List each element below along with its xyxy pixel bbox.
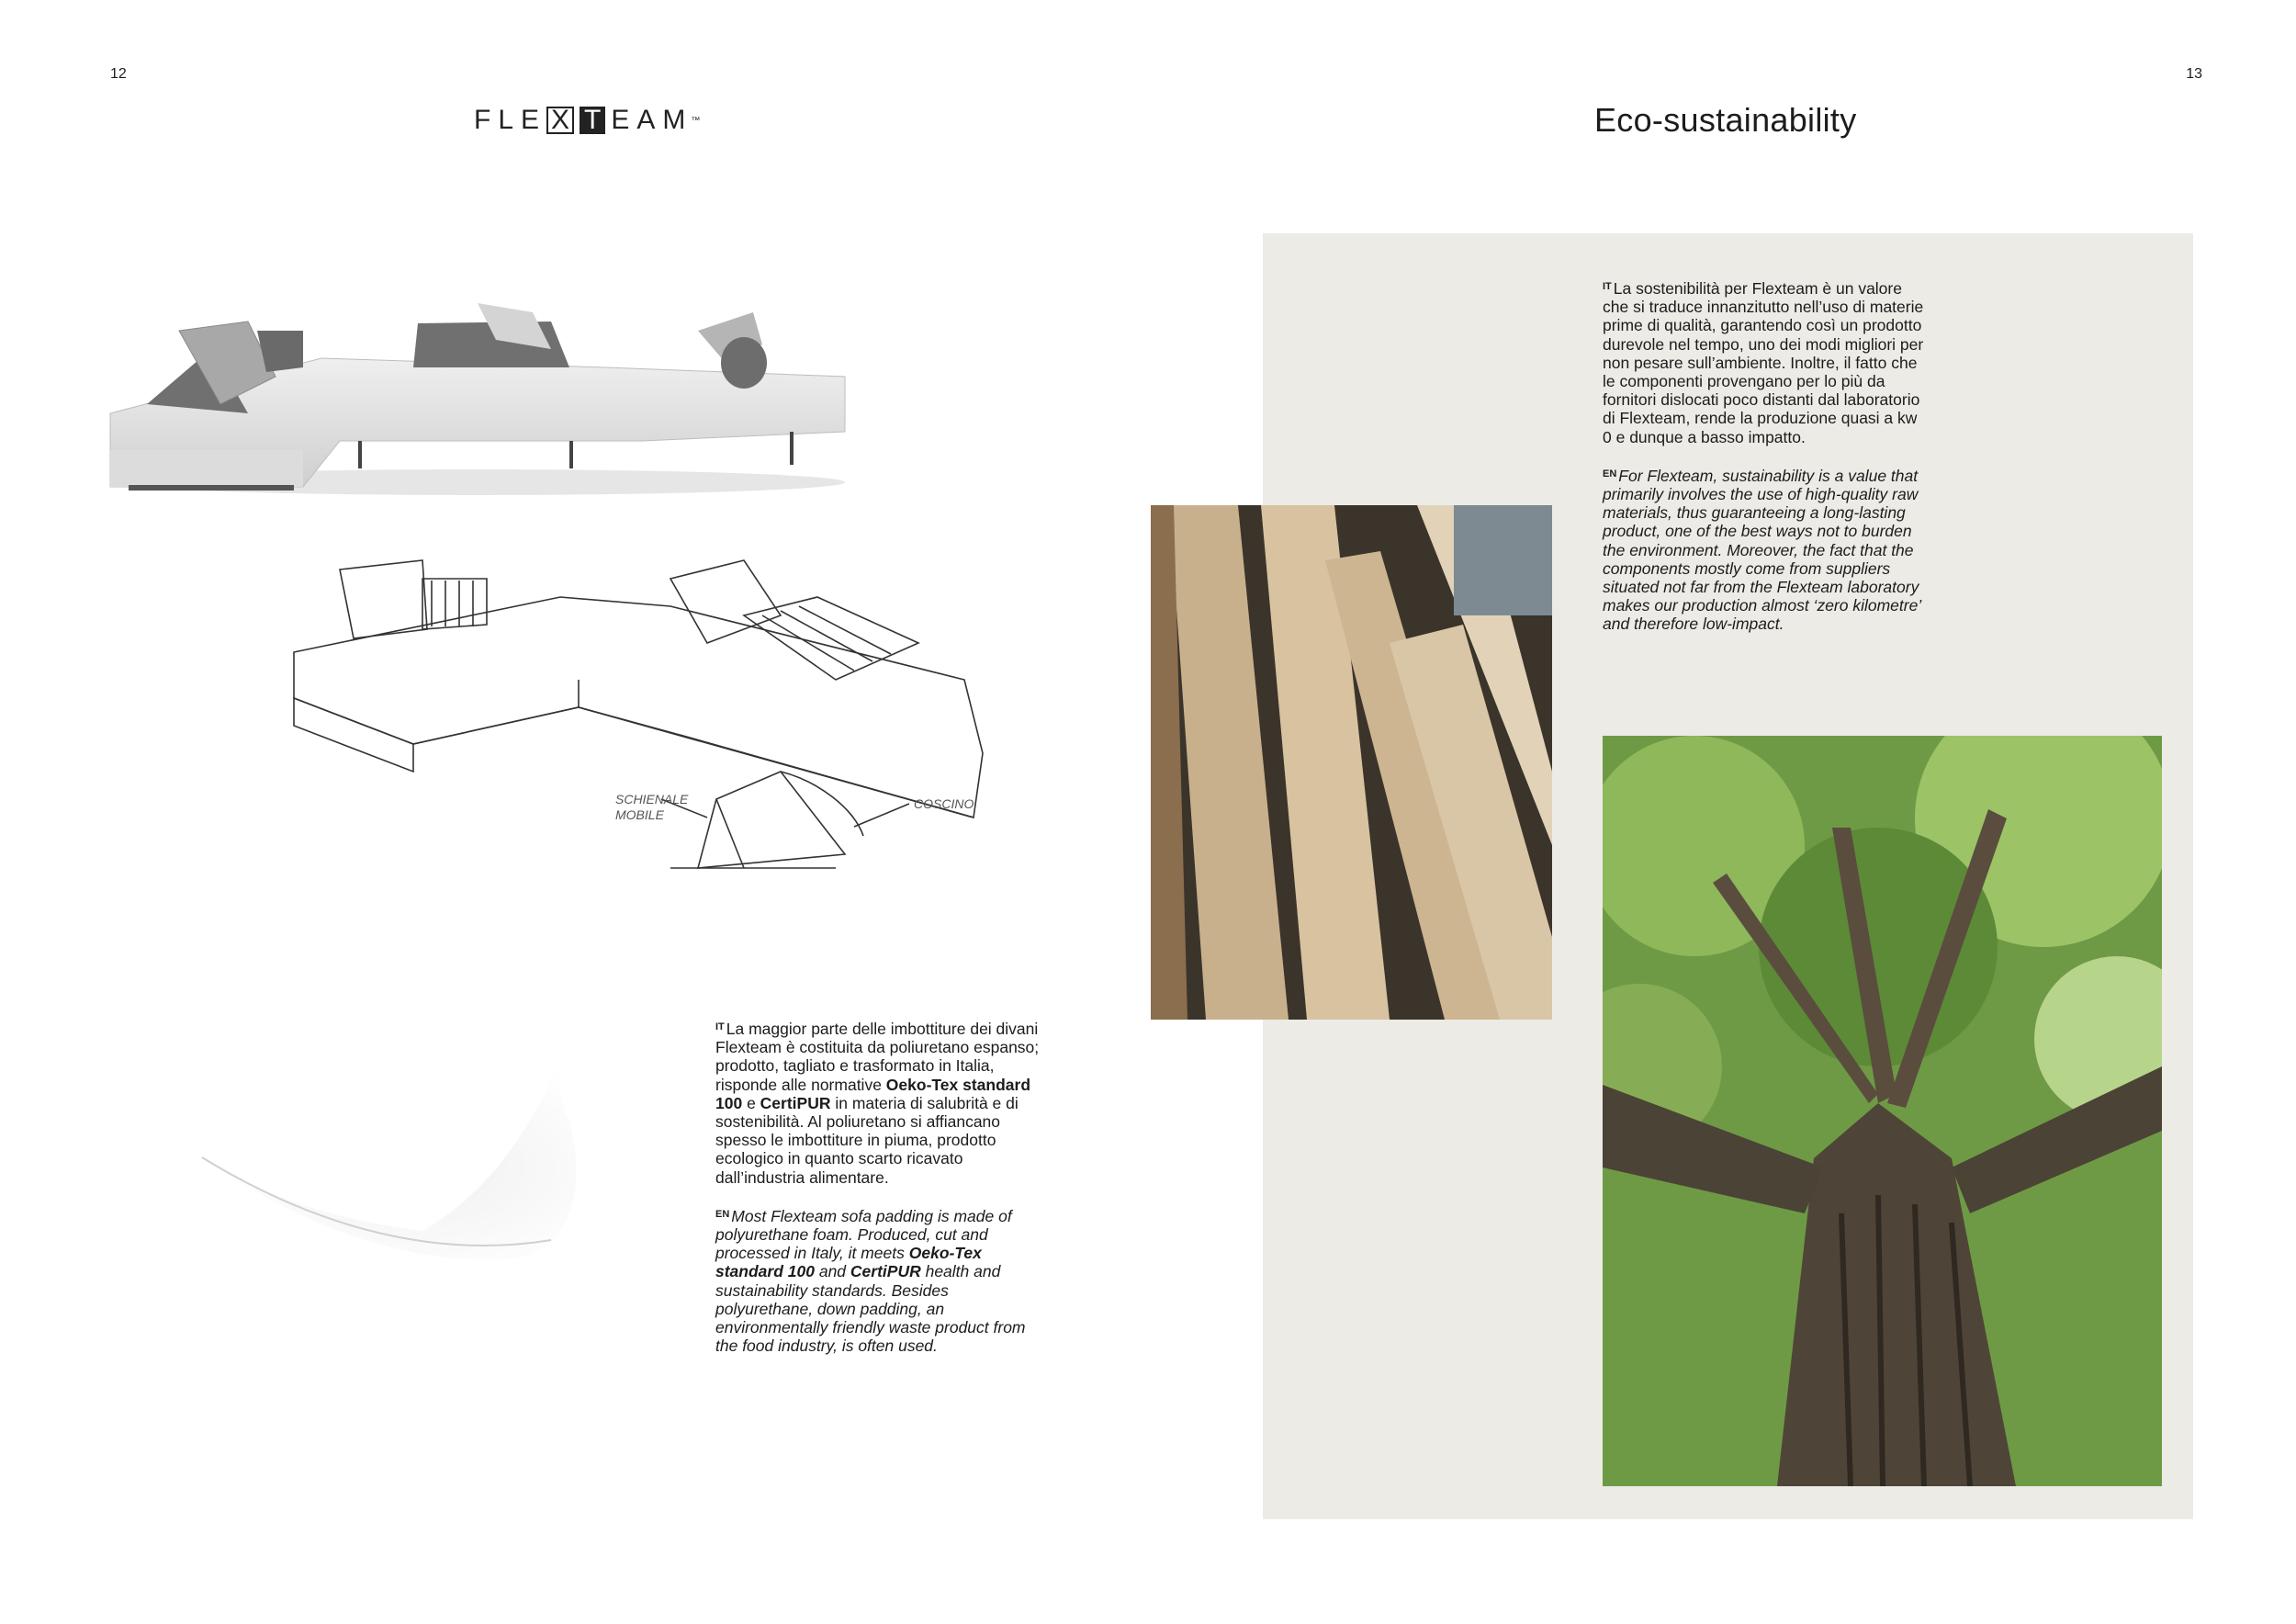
paragraph-it-left-text-2: e [742,1093,760,1112]
logo-text-start: FLE [474,105,547,135]
sketch-label-cushion: COSCINO [914,796,974,811]
logo-box-t: T [580,107,605,134]
lang-tag-en: EN [1603,468,1617,479]
paragraph-it-left-text-1: La maggior parte delle imbottiture dei divani Flexteam è costituita da poliuretano espanso; prodotto, tagliato e trasformato in Italia, risponde alle normative [715,1020,1040,1094]
paragraph-en-left [715,1205,1046,1356]
feather-image [184,1056,625,1359]
lang-tag-it: IT [715,1021,725,1032]
paragraph-en-left-text-1: Most Flexteam sofa padding is made of polyurethane foam. Produced, cut and processed in Italy, it meets [715,1206,1012,1263]
lang-tag-en: EN [715,1208,730,1220]
sofa-photo [92,294,854,505]
wood-planks-photo [1151,505,1552,1020]
logo-text-end: EAM [611,105,693,135]
logo-trademark: ™ [691,115,701,126]
page-number-right: 13 [2186,66,2202,82]
sketch-label-backrest-2: MOBILE [615,807,664,822]
paragraph-en-right [1603,465,1924,634]
sofa-sketch-drawing [266,542,1130,928]
paragraph-en-left-text-3: health and sustainability standards. Besides polyurethane, down padding, an environmentally friendly waste product from the food industry, is often used. [715,1262,1026,1356]
paragraph-en-left-text-2: and [814,1262,850,1281]
sketch-label-backrest-1: SCHIENALE [615,792,689,806]
paragraph-it-right-text: La sostenibilità per Flexteam è un valore che si traduce innanzitutto nell’uso di materie prime di qualità, garantendo così un prodotto durevole nel tempo, uno dei modi migliori per non pesare sull’ambiente. Inoltre, il fatto che le componenti provengano per lo più da fornitori dislocati poco distanti dal laboratorio di Flexteam, rende la produzione quasi a kw 0 e dunque a basso impatto. [1603,279,1924,446]
flexteam-logo [474,105,700,136]
standard-oeko-tex: Oeko-Tex standard 100 [715,1075,1031,1112]
standard-oeko-tex-en: Oeko-Tex standard 100 [715,1244,982,1281]
paragraph-it-right [1603,277,1924,446]
standard-certipur-en: CertiPUR [850,1262,921,1281]
page-number-left: 12 [110,66,127,82]
paragraph-it-left-text-3: in materia di salubrità e di sostenibilità. Al poliuretano si affiancano spesso le imbottiture in piuma, prodotto ecologico in quanto scarto ricavato dall’industria alimentare. [715,1093,1019,1187]
paragraph-en-right-text: For Flexteam, sustainability is a value that primarily involves the use of high-quality raw materials, thus guaranteeing a long-lasting product, one of the best ways not to burden the environment. Moreover, the fact that the components mostly come from suppliers situated not far from the Flexteam laboratory makes our production almost ‘zero kilometre’ and therefore low-impact. [1603,466,1921,634]
sustainability-text-block [1603,277,1924,652]
section-title: Eco-sustainability [1594,101,1857,139]
standard-certipur: CertiPUR [760,1093,831,1112]
tree-trunk-photo [1603,736,2162,1486]
logo-box-x: X [546,107,574,134]
lang-tag-it: IT [1603,281,1612,292]
padding-text-block [715,1018,1046,1373]
paragraph-it-left [715,1018,1046,1187]
